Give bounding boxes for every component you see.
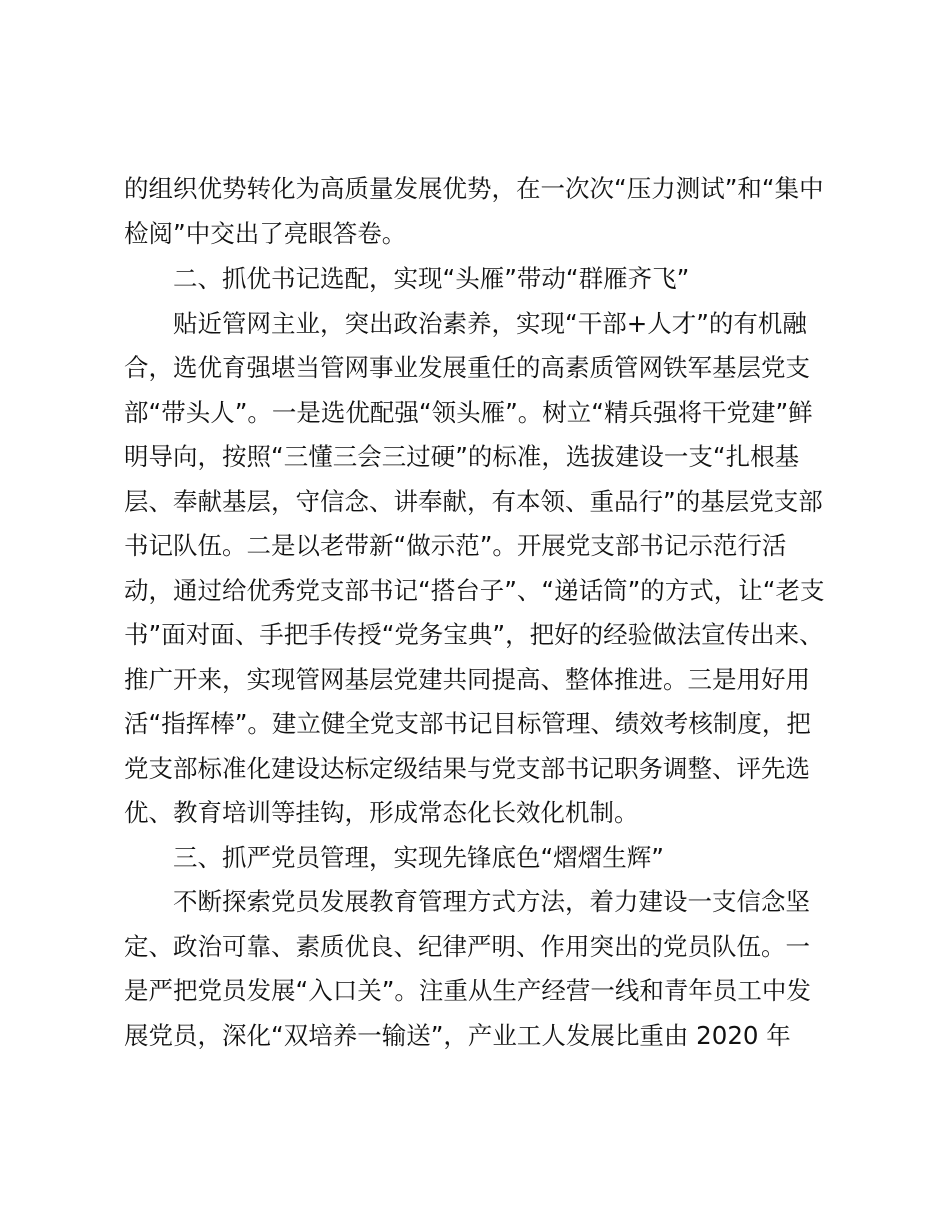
body-text-line: 部“带头人”。一是选优配强“领头雁”。树立“精兵强将干党建”鲜 <box>124 398 813 427</box>
body-text-line: 书记队伍。二是以老带新“做示范”。开展党支部书记示范行活 <box>124 531 787 560</box>
body-text-line: 定、政治可靠、素质优良、纪律严明、作用突出的党员队伍。一 <box>124 932 810 961</box>
body-text-line: 不断探索党员发展教育管理方式方法，着力建设一支信念坚 <box>173 887 810 916</box>
body-text-line: 的组织优势转化为高质量发展优势，在一次次“压力测试”和“集中 <box>124 174 824 203</box>
body-text-line: 推广开来，实现管网基层党建共同提高、整体推进。三是用好用 <box>124 665 810 694</box>
body-text-line: 动，通过给优秀党支部书记“搭台子”、“递话筒”的方式，让“老支 <box>124 576 825 605</box>
body-text-line: 优、教育培训等挂钩，形成常态化长效化机制。 <box>124 798 639 827</box>
body-text-line: 层、奉献基层，守信念、讲奉献，有本领、重品行”的基层党支部 <box>124 487 823 516</box>
section-heading: 二、抓优书记选配，实现“头雁”带动“群雁齐飞” <box>173 264 690 293</box>
body-text-line: 是严把党员发展“入口关”。注重从生产经营一线和青年员工中发 <box>124 976 811 1005</box>
body-text-line: 贴近管网主业，突出政治素养，实现“干部+人才”的有机融 <box>173 309 807 338</box>
body-text-line: 活“指挥棒”。建立健全党支部书记目标管理、绩效考核制度，把 <box>124 709 811 738</box>
body-text-line: 书”面对面、手把手传授“党务宝典”，把好的经验做法宣传出来、 <box>124 620 824 649</box>
body-text-line: 展党员，深化“双培养一输送”，产业工人发展比重由 2020 年 <box>124 1021 791 1050</box>
section-heading: 三、抓严党员管理，实现先锋底色“熠熠生辉” <box>173 843 664 872</box>
body-text-line: 检阅”中交出了亮眼答卷。 <box>124 219 407 248</box>
body-text-line: 合，选优育强堪当管网事业发展重任的高素质管网铁军基层党支 <box>124 353 810 382</box>
body-text-line: 党支部标准化建设达标定级结果与党支部书记职务调整、评先选 <box>124 754 810 783</box>
body-text-line: 明导向，按照“三懂三会三过硬”的标准，选拔建设一支“扎根基 <box>124 442 800 471</box>
